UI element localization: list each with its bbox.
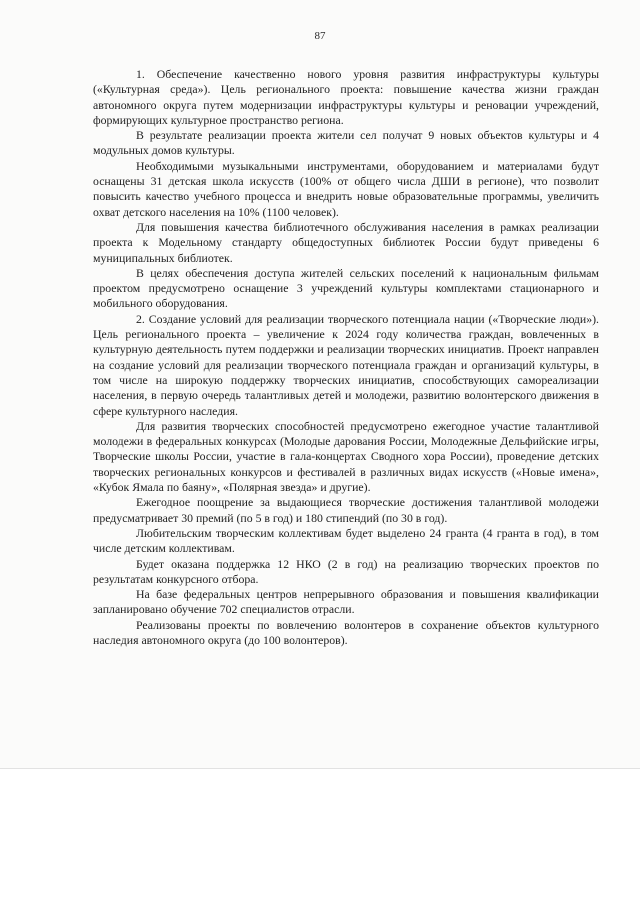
paragraph: В результате реализации проекта жители сел получат 9 новых объектов культуры и 4 модульных домов культуры. [93, 128, 599, 158]
paragraph: Будет оказана поддержка 12 НКО (2 в год) на реализацию творческих проектов по результатам конкурсного отбора. [93, 556, 599, 586]
paragraph: Для развития творческих способностей предусмотрено ежегодное участие талантливой молодежи в федеральных конкурсах (Молодые дарования России, Молодежные Дельфийские игры, Творческие школы России, участие в гала-концертах Сводного хора России), проведение детских творческих региональных конкурсов и фестивалей в различных видах искусств («Новые имена», «Кубок Ямала по баяну», «Полярная звезда» и другие). [93, 418, 599, 495]
paragraph: 2. Создание условий для реализации творческого потенциала нации («Творческие люди»). Цель регионального проекта – увеличение к 2024 году количества граждан, вовлеченных в культурную деятельность путем поддержки и реализации творческих инициатив. Проект направлен на создание условий для реализации творческого потенциала граждан и организаций культуры, в том числе на широкую поддержку творческих инициатив, способствующих самореализации населения, в первую очередь талантливых детей и молодежи, развитию волонтерского движения в сфере культурного наследия. [93, 311, 599, 418]
paragraph: Для повышения качества библиотечного обслуживания населения в рамках реализации проекта к Модельному стандарту общедоступных библиотек России будут приведены 6 муниципальных библиотек. [93, 219, 599, 265]
paragraph: Необходимыми музыкальными инструментами, оборудованием и материалами будут оснащены 31 детская школа искусств (100% от общего числа ДШИ в регионе), что позволит повысить качество учебного процесса и внедрить новые образовательные программы, увеличить охват детского населения на 10% (1100 человек). [93, 158, 599, 219]
page-number: 87 [314, 30, 326, 42]
paragraph: Ежегодное поощрение за выдающиеся творческие достижения талантливой молодежи предусматривает 30 премий (по 5 в год) и 180 стипендий (по 30 в год). [93, 495, 599, 525]
paragraph: На базе федеральных центров непрерывного образования и повышения квалификации запланировано обучение 702 специалистов отрасли. [93, 587, 599, 617]
paragraph: 1. Обеспечение качественно нового уровня развития инфраструктуры культуры («Культурная среда»). Цель регионального проекта: повышение качества жизни граждан автономного округа путем модернизации инфраструктуры культуры и реновации учреждений, формирующих культурное пространство региона. [93, 67, 599, 127]
paragraph: Любительским творческим коллективам будет выделено 24 гранта (4 гранта в год), в том числе детским коллективам. [93, 525, 599, 556]
blank-margin [0, 769, 640, 905]
document-body [93, 67, 599, 648]
paragraph: Реализованы проекты по вовлечению волонтеров в сохранение объектов культурного наследия автономного округа (до 100 волонтеров). [93, 617, 599, 647]
paragraph: В целях обеспечения доступа жителей сельских поселений к национальным фильмам проектом предусмотрено оснащение 3 учреждений культуры комплектами стационарного и мобильного оборудования. [93, 265, 599, 311]
